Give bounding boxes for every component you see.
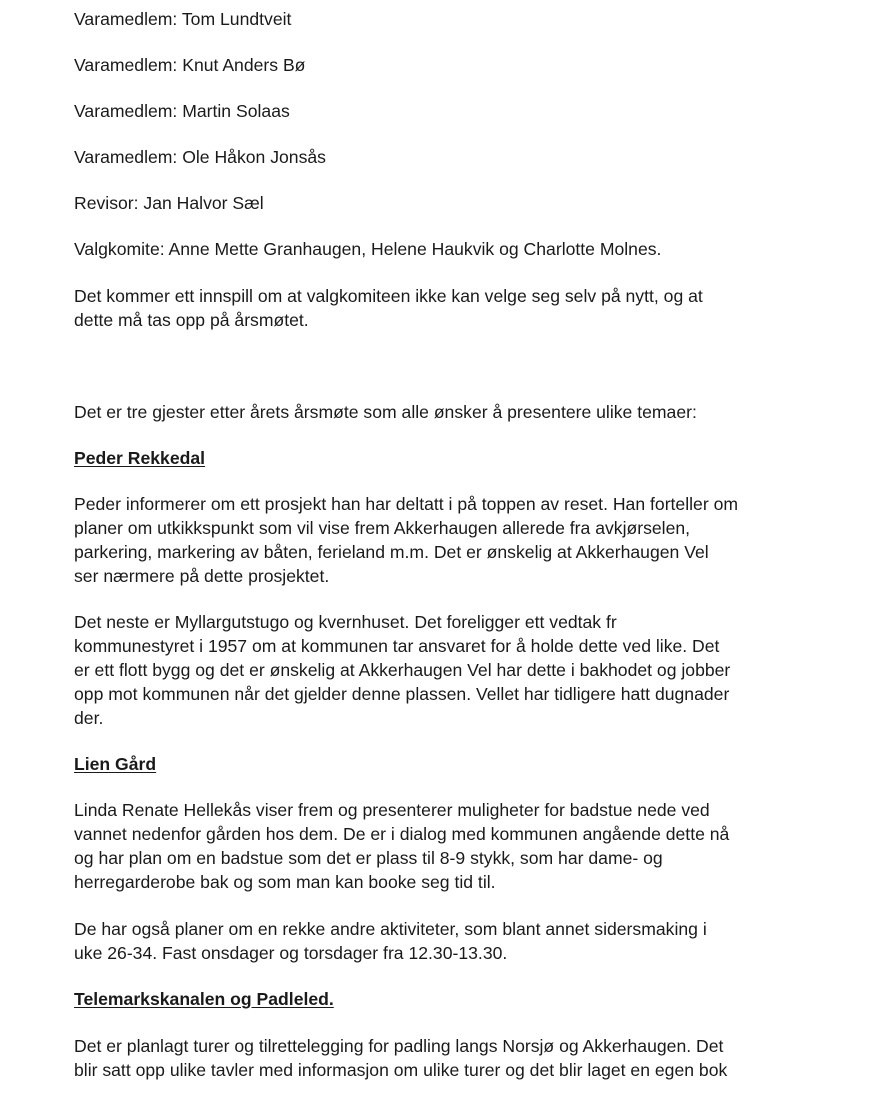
section-paragraph (74, 917, 794, 965)
section-heading-lien-gard: Lien Gård (74, 754, 157, 774)
input-note-paragraph (74, 284, 794, 332)
text-line: parkering, markering av båten, ferieland m.m. Det er ønskelig at Akkerhaugen Vel (74, 542, 709, 562)
section-heading-peder-rekkedal: Peder Rekkedal (74, 448, 206, 468)
text-line: kommunestyret i 1957 om at kommunen tar ansvaret for å holde dette ved like. Det (74, 636, 720, 656)
section-heading-telemarkskanalen: Telemarkskanalen og Padleled. (74, 989, 334, 1009)
member-line: Varamedlem: Knut Anders Bø (74, 55, 306, 75)
text-line: blir satt opp ulike tavler med informasjon om ulike turer og det blir laget en egen bok (74, 1060, 728, 1080)
text-line: der. (74, 708, 104, 728)
text-line: ser nærmere på dette prosjektet. (74, 566, 330, 586)
text-line: herregarderobe bak og som man kan booke seg tid til. (74, 872, 496, 892)
text-line: og har plan om en badstue som det er plass til 8-9 stykk, som har dame- og (74, 848, 663, 868)
section-paragraph (74, 492, 794, 588)
auditor-line: Revisor: Jan Halvor Sæl (74, 193, 264, 213)
member-line: Varamedlem: Martin Solaas (74, 101, 290, 121)
member-line: Varamedlem: Tom Lundtveit (74, 9, 292, 29)
text-line: opp mot kommunen når det gjelder denne plassen. Vellet har tidligere hatt dugnader (74, 684, 730, 704)
text-line: Det er planlagt turer og tilrettelegging for padling langs Norsjø og Akkerhaugen. Det (74, 1036, 724, 1056)
member-line: Varamedlem: Ole Håkon Jonsås (74, 147, 326, 167)
section-paragraph (74, 1034, 794, 1082)
text-line: uke 26-34. Fast onsdager og torsdager fra 12.30-13.30. (74, 943, 508, 963)
text-line: planer om utkikkspunkt som vil vise frem Akkerhaugen allerede fra avkjørselen, (74, 518, 691, 538)
text-line: Det neste er Myllargutstugo og kvernhuset. Det foreligger ett vedtak fr (74, 612, 617, 632)
text-line: er ett flott bygg og det er ønskelig at Akkerhaugen Vel har dette i bakhodet og jobber (74, 660, 731, 680)
text-line: De har også planer om en rekke andre aktiviteter, som blant annet sidersmaking i (74, 919, 707, 939)
text-line: dette må tas opp på årsmøtet. (74, 310, 309, 330)
guests-intro: Det er tre gjester etter årets årsmøte som alle ønsker å presentere ulike temaer: (74, 402, 697, 422)
section-paragraph (74, 610, 794, 730)
text-line: vannet nedenfor gården hos dem. De er i dialog med kommunen angående dette nå (74, 824, 730, 844)
text-line: Linda Renate Hellekås viser frem og presenterer muligheter for badstue nede ved (74, 800, 710, 820)
text-line: Det kommer ett innspill om at valgkomiteen ikke kan velge seg selv på nytt, og at (74, 286, 703, 306)
section-paragraph (74, 798, 794, 894)
text-line: Peder informerer om ett prosjekt han har deltatt i på toppen av reset. Han forteller om (74, 494, 739, 514)
election-committee-line: Valgkomite: Anne Mette Granhaugen, Helene Haukvik og Charlotte Molnes. (74, 239, 662, 259)
